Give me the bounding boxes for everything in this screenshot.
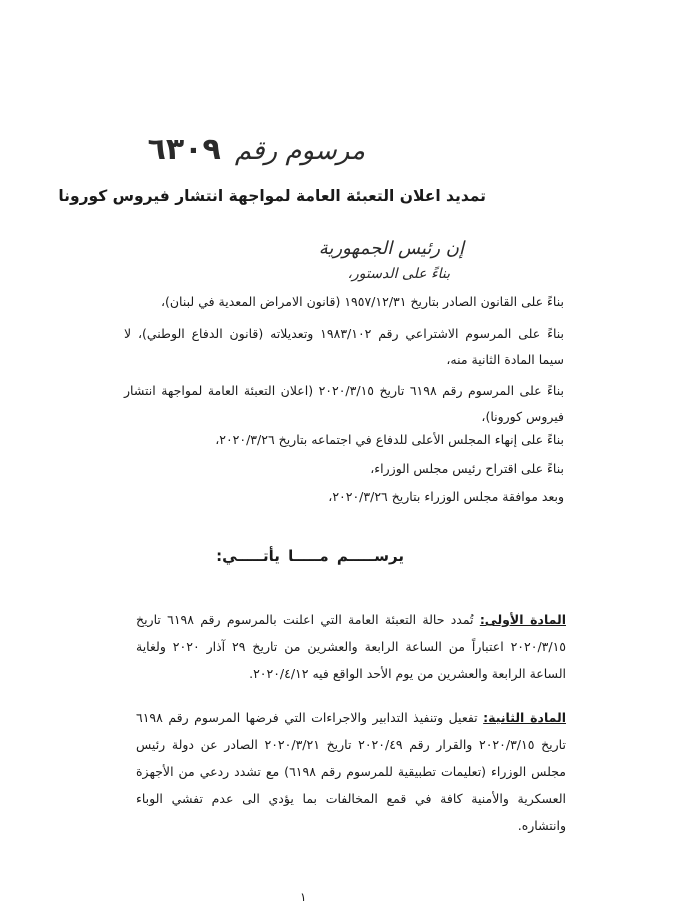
basis-item-2: بناءً على المرسوم الاشتراعي رقم ١٩٨٣/١٠٢ وتعديلاته (قانون الدفاع الوطني)، لا سيما المادة الثانية منه، (124, 326, 564, 367)
article-1-text: تُمدد حالة التعبئة العامة التي اعلنت بالمرسوم رقم ٦١٩٨ تاريخ ٢٠٢٠/٣/١٥ اعتباراً من الساعة الرابعة والعشرين من تاريخ ٢٩ آذار ٢٠٢٠ ولغاية الساعة الرابعة والعشرين من يوم الأحد الواقع فيه ٢٠٢٠/٤/١٢. (136, 612, 567, 681)
article-1-label: المادة الأولى: (479, 612, 566, 627)
article-2-text: تفعيل وتنفيذ التدابير والاجراءات التي فرضها المرسوم رقم ٦١٩٨ تاريخ ٢٠٢٠/٣/١٥ والقرار رقم ٢٠٢٠/٤٩ تاريخ ٢٠٢٠/٣/٢١ الصادر عن دولة رئيس مجلس الوزراء (تعليمات تطبيقية للمرسوم رقم ٦١٩٨) مع تشدد ردعي من الأجهزة العسكرية والأمنية كافة في قمع المخالفات بما يؤدي الى عدم تفشي الوباء وانتشاره. (136, 710, 567, 833)
constitution-line: بناءً على الدستور، (347, 266, 450, 282)
basis-item-4: بناءً على إنهاء المجلس الأعلى للدفاع في اجتماعه بتاريخ ٢٠٢٠/٣/٢٦، (215, 432, 564, 447)
page-number: ١ (300, 890, 307, 904)
president-line: إن رئيس الجمهورية (318, 238, 464, 259)
decree-number: ٦٣٠٩ (147, 132, 221, 167)
article-2 (136, 704, 566, 839)
basis-item-5: بناءً على اقتراح رئيس مجلس الوزراء، (370, 461, 564, 476)
article-2-label: المادة الثانية: (483, 710, 567, 725)
decrees-heading: يرســـــم مـــــا يأتـــــي: (216, 547, 404, 565)
basis-item-3: بناءً على المرسوم رقم ٦١٩٨ تاريخ ٢٠٢٠/٣/١٥ (اعلان التعبئة العامة لمواجهة انتشار فيروس كورونا)، (124, 383, 564, 424)
basis-item-1: بناءً على القانون الصادر بتاريخ ١٩٥٧/١٢/٣١ (قانون الامراض المعدية في لبنان)، (160, 294, 564, 309)
decree-label: مرسوم رقم (234, 136, 365, 166)
basis-item-6: وبعد موافقة مجلس الوزراء بتاريخ ٢٠٢٠/٣/٢٦، (328, 489, 564, 504)
article-1 (136, 606, 566, 687)
document-title: تمديد اعلان التعبئة العامة لمواجهة انتشار فيروس كورونا (58, 187, 486, 205)
decree-number-handwritten (148, 132, 365, 167)
